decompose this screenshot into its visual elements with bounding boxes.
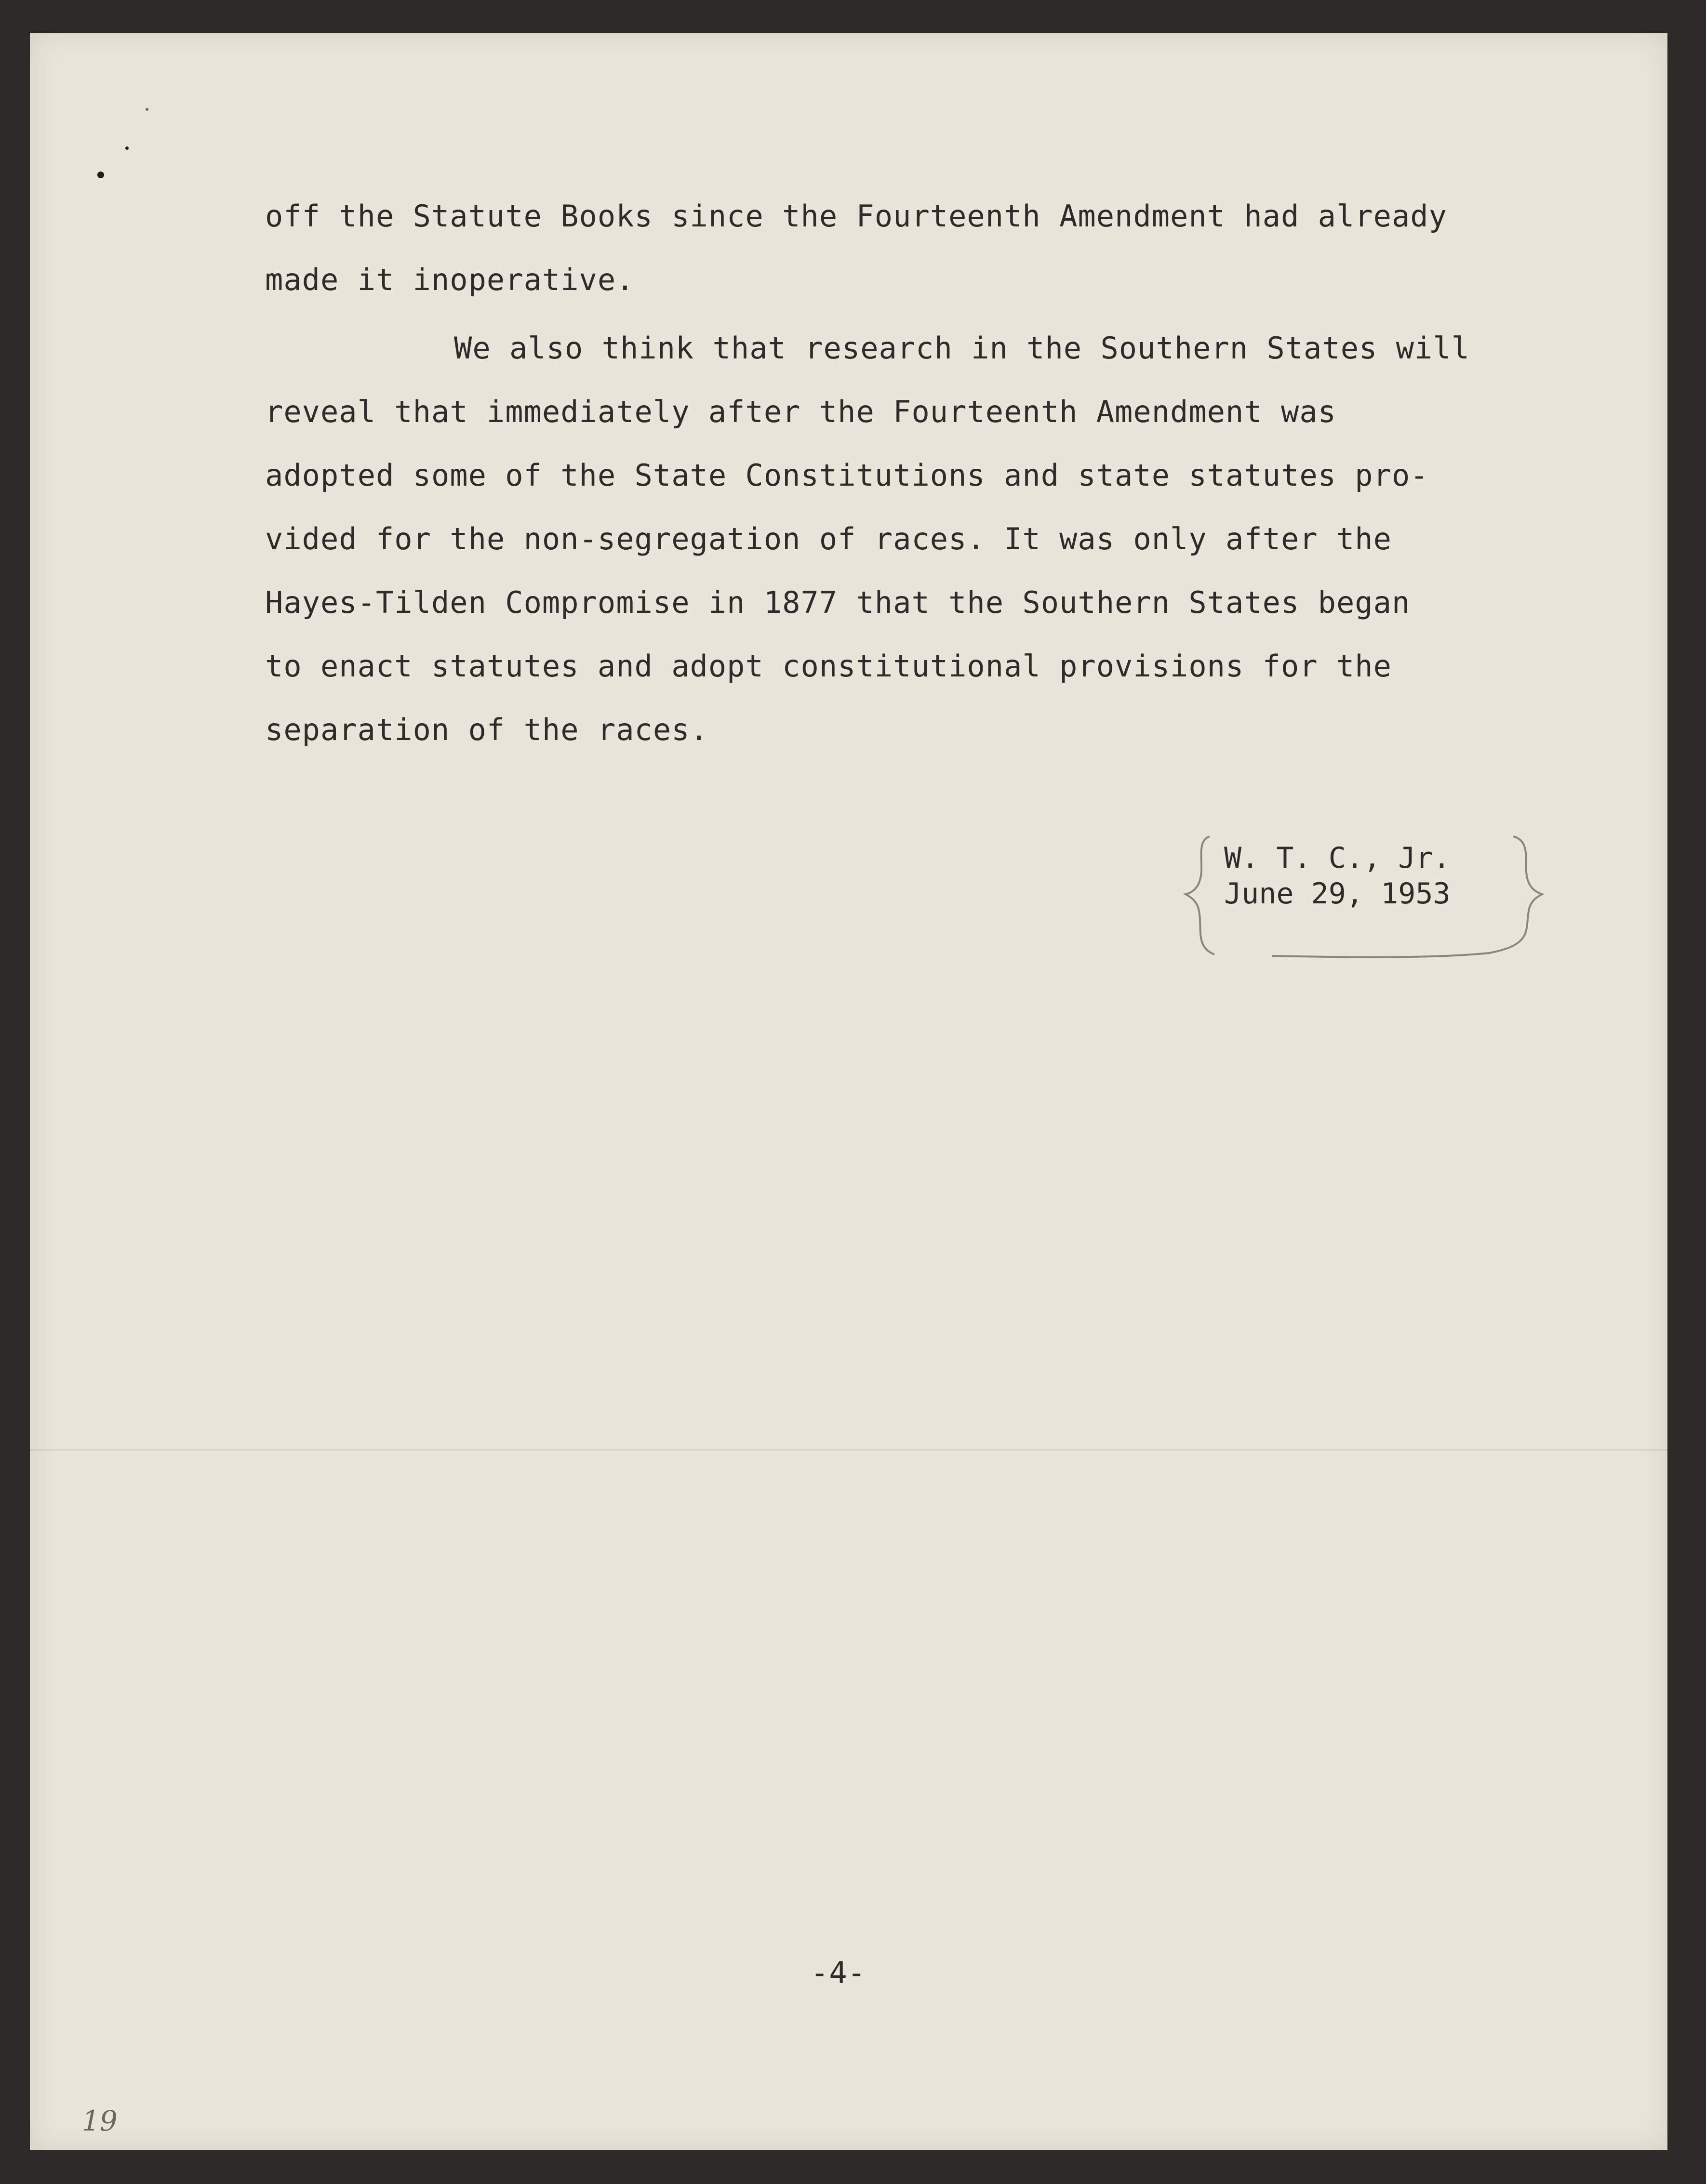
body-line-2: made it inoperative. [265, 262, 635, 297]
body-line-8: to enact statutes and adopt constitutional provisions for the [265, 649, 1392, 684]
body-line-9: separation of the races. [265, 712, 708, 747]
body-line-1: off the Statute Books since the Fourteenth Amendment had already [265, 199, 1447, 234]
signature-date: June 29, 1953 [1224, 877, 1451, 911]
ink-speck [146, 108, 148, 111]
body-line-3: We also think that research in the Southern States will [454, 331, 1470, 366]
body-line-7: Hayes-Tilden Compromise in 1877 that the Southern States began [265, 585, 1411, 620]
signature-initials: W. T. C., Jr. [1224, 841, 1451, 875]
corner-pencil-mark: 19 [82, 2105, 118, 2137]
ink-speck [125, 146, 129, 150]
page-number: -4- [811, 1955, 866, 1990]
signature-block [1176, 827, 1552, 962]
ink-speck [97, 172, 104, 178]
body-line-4: reveal that immediately after the Fourteenth Amendment was [265, 394, 1336, 429]
paper-page [30, 33, 1667, 2150]
body-line-6: vided for the non-segregation of races. It was only after the [265, 521, 1392, 556]
fold-crease [30, 1449, 1667, 1451]
body-line-5: adopted some of the State Constitutions and state statutes pro- [265, 458, 1429, 493]
